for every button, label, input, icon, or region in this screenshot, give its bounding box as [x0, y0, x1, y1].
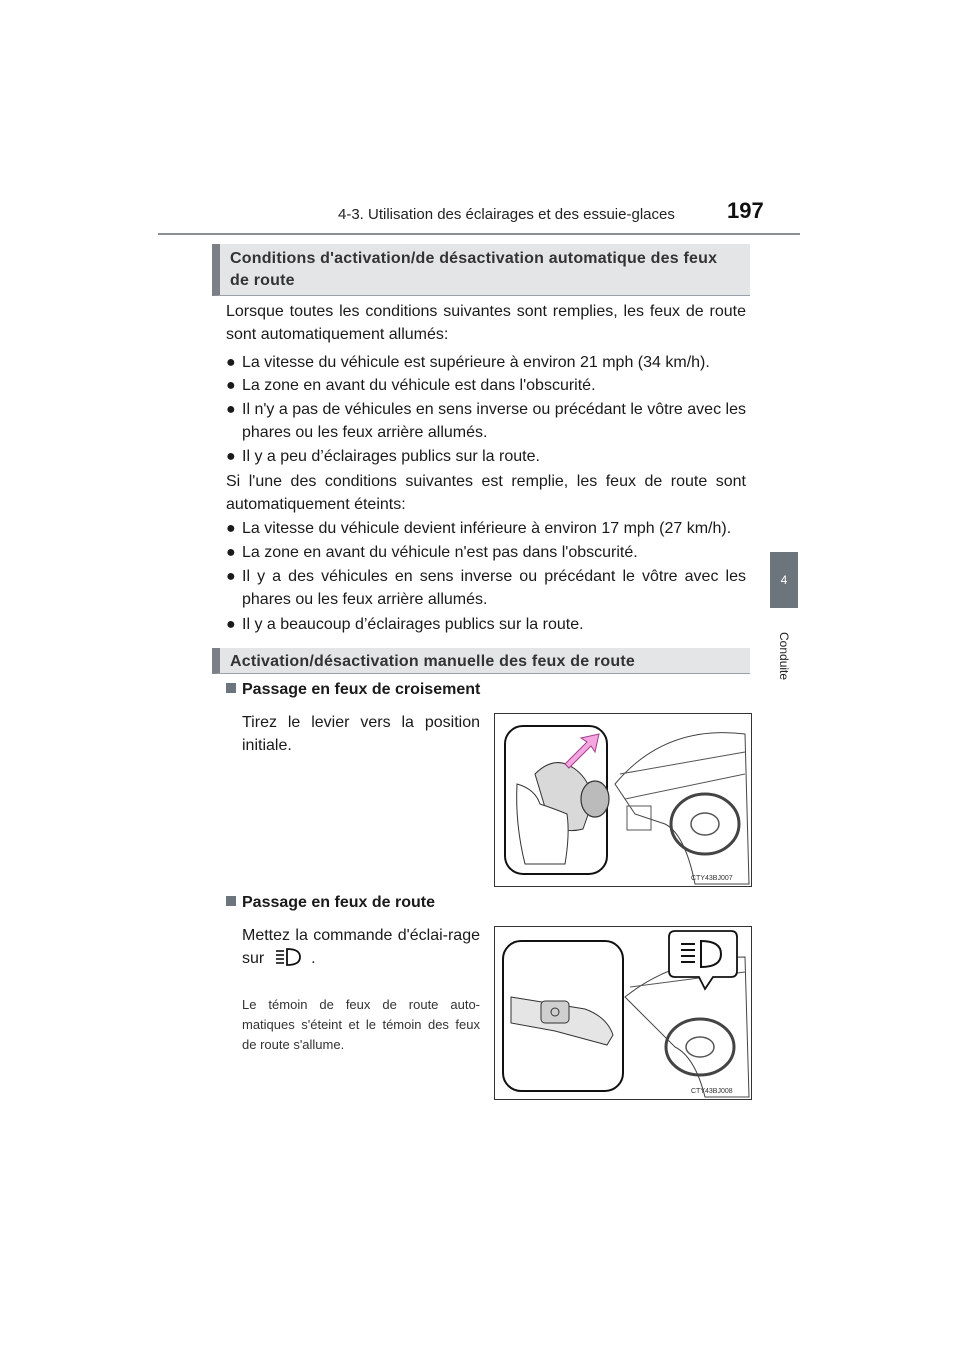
intro-activation: Lorsque toutes les conditions suivantes sont remplies, les feux de route sont automatiquement allumés: [226, 303, 746, 343]
bullet-icon: ● [226, 616, 236, 633]
high-beam-note: Le témoin de feux de route auto-matiques s'éteint et le témoin des feux de route s'allume. [242, 997, 480, 1052]
header-divider [158, 233, 800, 235]
section-heading-auto-high-beam: Conditions d'activation/de désactivation automatique des feux de route [212, 244, 750, 296]
instruction-text: Mettez la commande d'éclai-rage sur [242, 927, 480, 967]
instruction-end: . [311, 950, 316, 967]
bullet-icon: ● [226, 354, 236, 371]
subheading-low-beam [226, 681, 480, 699]
list-item-text: Il y a des véhicules en sens inverse ou précédant le vôtre avec les phares ou les feux arrière allumés. [242, 568, 746, 608]
subheading-text: Passage en feux de route [242, 894, 435, 911]
list-item-text: Il y a beaucoup d’éclairages publics sur la route. [242, 616, 584, 633]
list-item-text: La zone en avant du véhicule n'est pas dans l'obscurité. [242, 544, 638, 561]
square-bullet-icon [226, 683, 236, 693]
square-bullet-icon [226, 896, 236, 906]
figure-code: CTY43BJ008 [691, 1088, 733, 1095]
intro-deactivation: Si l'une des conditions suivantes est remplie, les feux de route sont automatiquement éteints: [226, 473, 746, 513]
chapter-tab: 4 [770, 552, 798, 608]
figure-high-beam-switch [494, 926, 752, 1100]
subheading-high-beam [226, 894, 435, 912]
chapter-label: Conduite [777, 632, 791, 681]
list-item-text: La vitesse du véhicule est supérieure à environ 21 mph (34 km/h). [242, 354, 710, 371]
bullet-icon: ● [226, 401, 236, 418]
list-item-text: La vitesse du véhicule devient inférieure à environ 17 mph (27 km/h). [242, 520, 732, 537]
list-item-text: Il n'y a pas de véhicules en sens inverse ou précédant le vôtre avec les phares ou les feux arrière allumés. [242, 401, 746, 441]
subheading-text: Passage en feux de croisement [242, 681, 481, 698]
header-title: 4-3. Utilisation des éclairages et des essuie-glaces [338, 206, 675, 223]
figure-low-beam-lever [494, 713, 752, 887]
list-item-text: Il y a peu d’éclairages publics sur la route. [242, 448, 540, 465]
low-beam-instruction: Tirez le levier vers la position initiale. [242, 714, 480, 754]
high-beam-icon [273, 947, 303, 967]
bullet-icon: ● [226, 377, 236, 394]
figure-code: CTY43BJ007 [691, 875, 733, 882]
bullet-icon: ● [226, 544, 236, 561]
page-number: 197 [727, 198, 764, 223]
bullet-icon: ● [226, 568, 236, 585]
lever-pull-illustration [495, 714, 751, 886]
switch-illustration [495, 927, 751, 1099]
bullet-icon: ● [226, 448, 236, 465]
bullet-icon: ● [226, 520, 236, 537]
list-item-text: La zone en avant du véhicule est dans l'obscurité. [242, 377, 596, 394]
section-heading-manual-high-beam: Activation/désactivation manuelle des feux de route [212, 648, 750, 674]
high-beam-instruction [242, 924, 480, 970]
